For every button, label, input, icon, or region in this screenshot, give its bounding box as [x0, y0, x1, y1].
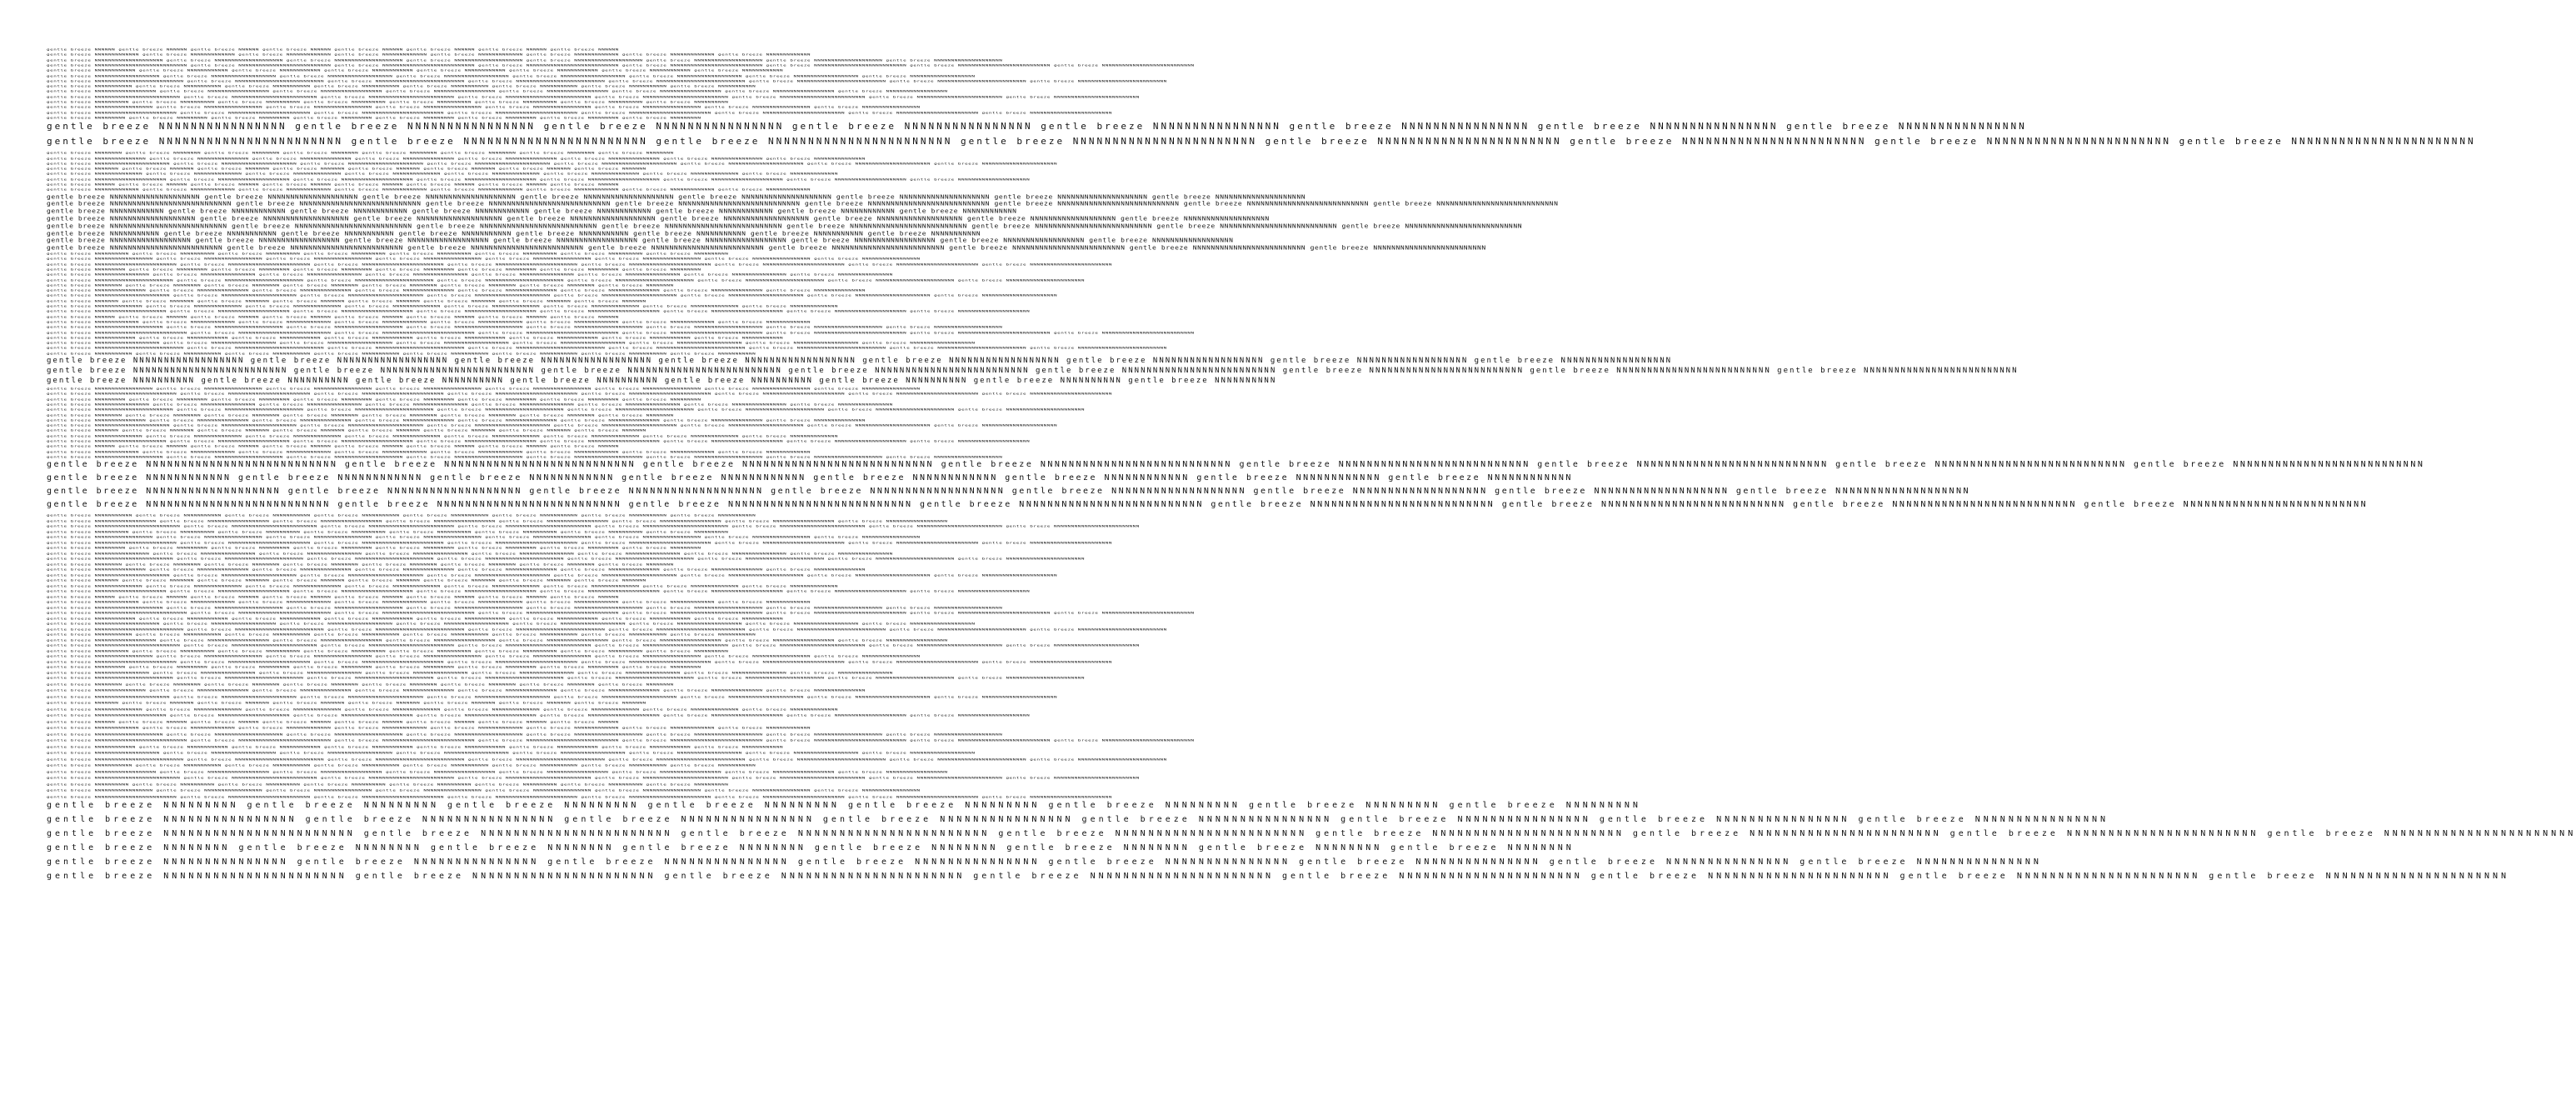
texture-row: gentle breeze NNNNNNNNNNNNNNNNNNNNNNNNNN gentle breeze NNNNNNNNNNNNNNNNNNNNNNNNNN gentle breeze NNNNNNNNNNNNNNNNNNNNNNNNNN gentle breeze NNNNNNNNNNNNNNNNNNNNNNNNNN gentle breeze NNNNNNNNNNNNNNNNNNNNNNNNNN gentle breeze NNNNNNNNNNNNNNNNNNNNNNNNNN gentle breeze NNNNNNNNNNNNNNNNNNNNNNNNNN gentle breeze NNNNNNNNNNNNNNNNNNNNNNNNNN: [47, 500, 2369, 510]
texture-row: gentle breeze NNNNNNNNNNNNNNNNNNNNNNNNN gentle breeze NNNNNNNNNNNNNNNNNNNNNNNNN gentle breeze NNNNNNNNNNNNNNNNNNNNNNNNN gentle breeze NNNNNNNNNNNNNNNNNNNNNNNNN gentle breeze NNNNNNNNNNNNNNNNNNNNNNNNN gentle breeze NNNNNNNNNNNNNNNNNNNNNNNNN gentle breeze NNNNNNNNNNNNNNNNNNNNNNNNN gentle breeze NNNNNNNNNNNNNNNNNNNNNNNNN: [47, 643, 1140, 648]
texture-row: gentle breeze NNNNNNNNNNNNN gentle breeze NNNNNNNNNNNNN gentle breeze NNNNNNNNNNNNN gentle breeze NNNNNNNNNNNNN gentle breeze NNNNNNNNNNNNN gentle breeze NNNNNNNNNNNNN gentle breeze NNNNNNNNNNNNN gentle breeze NNNNNNNNNNNNN: [47, 726, 811, 730]
texture-row: gentle breeze NNNNNNNNNNNNNNNNNNNNNNN gentle breeze NNNNNNNNNNNNNNNNNNNNNNN gentle breeze NNNNNNNNNNNNNNNNNNNNNNN gentle breeze NNNNNNNNNNNNNNNNNNNNNNN gentle breeze NNNNNNNNNNNNNNNNNNNNNNN gentle breeze NNNNNNNNNNNNNNNNNNNNNNN gentle breeze NNNNNNNNNNNNNNNNNNNNNNN gentle breeze NNNNNNNNNNNNNNNNNNNNNNN: [47, 278, 1086, 282]
typographic-poster: [47, 47, 2576, 1047]
texture-row: gentle breeze NNNNNNNNNNNNNNNNNNNNN gentle breeze NNNNNNNNNNNNNNNNNNNNN gentle breeze NNNNNNNNNNNNNNNNNNNNN gentle breeze NNNNNNNNNNNNNNNNNNNNN gentle breeze NNNNNNNNNNNNNNNNNNNNN gentle breeze NNNNNNNNNNNNNNNNNNNNN gentle breeze NNNNNNNNNNNNNNNNNNNNN gentle breeze NNNNNNNNNNNNNNNNNNNNN: [47, 589, 1031, 593]
texture-row: gentle breeze NNNNNNNNNNNNNNNNN gentle breeze NNNNNNNNNNNNNNNNN gentle breeze NNNNNNNNNNNNNNNNN gentle breeze NNNNNNNNNNNNNNNNN gentle breeze NNNNNNNNNNNNNNNNN gentle breeze NNNNNNNNNNNNNNNNN gentle breeze NNNNNNNNNNNNNNNNN gentle breeze NNNNNNNNNNNNNNNNN: [47, 788, 921, 792]
texture-row: gentle breeze NNNNNNN gentle breeze NNNNNNN gentle breeze NNNNNNN gentle breeze NNNNNNN gentle breeze NNNNNNN gentle breeze NNNNNNN gentle breeze NNNNNNN gentle breeze NNNNNNN: [47, 701, 646, 705]
texture-row: gentle breeze NNNNNNN gentle breeze NNNNNNN gentle breeze NNNNNNN gentle breeze NNNNNNN gentle breeze NNNNNNN gentle breeze NNNNNNN gentle breeze NNNNNNN gentle breeze NNNNNNN: [47, 299, 646, 303]
texture-row: gentle breeze NNNNNNNNNNNNNNNNNNNNNNNNNN gentle breeze NNNNNNNNNNNNNNNNNNNNNNNNNN gentle breeze NNNNNNNNNNNNNNNNNNNNNNNNNN gentle breeze NNNNNNNNNNNNNNNNNNNNNNNNNN gentle breeze NNNNNNNNNNNNNNNNNNNNNNNNNN gentle breeze NNNNNNNNNNNNNNNNNNNNNNNNNN gentle breeze NNNNNNNNNNNNNNNNNNNNNNNNNN gentle breeze NNNNNNNNNNNNNNNNNNNNNNNNNN: [47, 628, 1167, 632]
texture-row: gentle breeze NNNNNNNNNNNNNNNNN gentle breeze NNNNNNNNNNNNNNNNN gentle breeze NNNNNNNNNNNNNNNNN gentle breeze NNNNNNNNNNNNNNNNN gentle breeze NNNNNNNNNNNNNNNNN gentle breeze NNNNNNNNNNNNNNNNN gentle breeze NNNNNNNNNNNNNNNNN gentle breeze NNNNNNNNNNNNNNNNN: [47, 105, 921, 109]
texture-row: gentle breeze NNNNNN gentle breeze NNNNNN gentle breeze NNNNNN gentle breeze NNNNNN gentle breeze NNNNNN gentle breeze NNNNNN gentle breeze NNNNNN gentle breeze NNNNNN: [47, 182, 619, 187]
texture-row: gentle breeze NNNNNNNNNNNNNNNNNNN gentle breeze NNNNNNNNNNNNNNNNNNN gentle breeze NNNNNNNNNNNNNNNNNNN gentle breeze NNNNNNNNNNNNNNNNNNN gentle breeze NNNNNNNNNNNNNNNNNNN gentle breeze NNNNNNNNNNNNNNNNNNN gentle breeze NNNNNNNNNNNNNNNNNNN gentle breeze NNNNNNNNNNNNNNNNNNN: [47, 751, 976, 755]
texture-row: gentle breeze NNNNNNNN gentle breeze NNNNNNNN gentle breeze NNNNNNNN gentle breeze NNNNNNNN gentle breeze NNNNNNNN gentle breeze NNNNNNNN gentle breeze NNNNNNNN gentle breeze NNNNNNNN: [47, 843, 1575, 853]
texture-row: gentle breeze NNNNNNNNNNNNNNNNNNNNNNNNNNN gentle breeze NNNNNNNNNNNNNNNNNNNNNNNNNNN gentle breeze NNNNNNNNNNNNNNNNNNNNNNNNNNN gentle breeze NNNNNNNNNNNNNNNNNNNNNNNNNNN gentle breeze NNNNNNNNNNNNNNNNNNNNNNNNNNN gentle breeze NNNNNNNNNNNNNNNNNNNNNNNNNNN gentle breeze NNNNNNNNNNNNNNNNNNNNNNNNNNN gentle breeze NNNNNNNNNNNNNNNNNNNNNNNNNNN: [47, 63, 1195, 68]
texture-row: gentle breeze NNNNNNN gentle breeze NNNNNNN gentle breeze NNNNNNN gentle breeze NNNNNNN gentle breeze NNNNNNN gentle breeze NNNNNNN gentle breeze NNNNNNN gentle breeze NNNNNNN: [47, 167, 646, 171]
texture-row: gentle breeze NNNNNNNNNNNNNNNNNNNNNNNNNNN gentle breeze NNNNNNNNNNNNNNNNNNNNNNNNNNN gentle breeze NNNNNNNNNNNNNNNNNNNNNNNNNNN gentle breeze NNNNNNNNNNNNNNNNNNNNNNNNNNN gentle breeze NNNNNNNNNNNNNNNNNNNNNNNNNNN gentle breeze NNNNNNNNNNNNNNNNNNNNNNNNNNN gentle breeze NNNNNNNNNNNNNNNNNNNNNNNNNNN gentle breeze NNNNNNNNNNNNNNNNNNNNNNNNNNN: [47, 330, 1195, 335]
texture-row: gentle breeze NNNNNNNNNNNNNNNNNNNNNNN gentle breeze NNNNNNNNNNNNNNNNNNNNNNN gentle breeze NNNNNNNNNNNNNNNNNNNNNNN gentle breeze NNNNNNNNNNNNNNNNNNNNNNN gentle breeze NNNNNNNNNNNNNNNNNNNNNNN gentle breeze NNNNNNNNNNNNNNNNNNNNNNN gentle breeze NNNNNNNNNNNNNNNNNNNNNNN gentle breeze NNNNNNNNNNNNNNNNNNNNNNN: [47, 136, 2476, 148]
texture-row: gentle breeze NNNNNNNNNNNNNNNN gentle breeze NNNNNNNNNNNNNNNN gentle breeze NNNNNNNNNNNNNNNN gentle breeze NNNNNNNNNNNNNNNN gentle breeze NNNNNNNNNNNNNNNN gentle breeze NNNNNNNNNNNNNNNN gentle breeze NNNNNNNNNNNNNNNN gentle breeze NNNNNNNNNNNNNNNN: [47, 671, 893, 675]
texture-row: gentle breeze NNNNNNNNNNNNN gentle breeze NNNNNNNNNNNNN gentle breeze NNNNNNNNNNNNN gentle breeze NNNNNNNNNNNNN gentle breeze NNNNNNNNNNNNN gentle breeze NNNNNNNNNNNNN gentle breeze NNNNNNNNNNNNN gentle breeze NNNNNNNNNNNNN: [47, 320, 811, 324]
texture-row: gentle breeze NNNNNNNNNNNNNNNNNNNNNN gentle breeze NNNNNNNNNNNNNNNNNNNNNN gentle breeze NNNNNNNNNNNNNNNNNNNNNN gentle breeze NNNNNNNNNNNNNNNNNNNNNN gentle breeze NNNNNNNNNNNNNNNNNNNNNN gentle breeze NNNNNNNNNNNNNNNNNNNNNN gentle breeze NNNNNNNNNNNNNNNNNNNNNN gentle breeze NNNNNNNNNNNNNNNNNNNNNN: [47, 695, 1058, 699]
texture-row: gentle breeze NNNNNNNNN gentle breeze NNNNNNNNN gentle breeze NNNNNNNNN gentle breeze NNNNNNNNN gentle breeze NNNNNNNNN gentle breeze NNNNNNNNN gentle breeze NNNNNNNNN gentle breeze NNNNNNNNN: [47, 397, 701, 402]
texture-row: gentle breeze NNNNNNNNNNNNNNNNNNNNNNNNNN gentle breeze NNNNNNNNNNNNNNNNNNNNNNNNNN gentle breeze NNNNNNNNNNNNNNNNNNNNNNNNNN gentle breeze NNNNNNNNNNNNNNNNNNNNNNNNNN gentle breeze NNNNNNNNNNNNNNNNNNNNNNNNNN gentle breeze NNNNNNNNNNNNNNNNNNNNNNNNNN gentle breeze NNNNNNNNNNNNNNNNNNNNNNNNNN gentle breeze NNNNNNNNNNNNNNNNNNNNNNNNNN: [47, 222, 1523, 229]
texture-row: gentle breeze NNNNNNNNNNNNNNNNNN gentle breeze NNNNNNNNNNNNNNNNNN gentle breeze NNNNNNNNNNNNNNNNNN gentle breeze NNNNNNNNNNNNNNNNNN gentle breeze NNNNNNNNNNNNNNNNNN gentle breeze NNNNNNNNNNNNNNNNNN gentle breeze NNNNNNNNNNNNNNNNNN gentle breeze NNNNNNNNNNNNNNNNNN: [47, 770, 948, 774]
texture-row: gentle breeze NNNNNNNNNNN gentle breeze NNNNNNNNNNN gentle breeze NNNNNNNNNNN gentle breeze NNNNNNNNNNN gentle breeze NNNNNNNNNNN gentle breeze NNNNNNNNNNN gentle breeze NNNNNNNNNNN gentle breeze NNNNNNNNNNN: [47, 513, 756, 518]
texture-row: gentle breeze NNNNNNNNNNNN gentle breeze NNNNNNNNNNNN gentle breeze NNNNNNNNNNNN gentle breeze NNNNNNNNNNNN gentle breeze NNNNNNNNNNNN gentle breeze NNNNNNNNNNNN gentle breeze NNNNNNNNNNNN gentle breeze NNNNNNNNNNNN: [47, 208, 1017, 215]
texture-row: gentle breeze NNNNNNNNNNNNN gentle breeze NNNNNNNNNNNNN gentle breeze NNNNNNNNNNNNN gentle breeze NNNNNNNNNNNNN gentle breeze NNNNNNNNNNNNN gentle breeze NNNNNNNNNNNNN gentle breeze NNNNNNNNNNNNN gentle breeze NNNNNNNNNNNNN: [47, 449, 811, 454]
texture-row: gentle breeze NNNNNNNNNNNNNNN gentle breeze NNNNNNNNNNNNNNN gentle breeze NNNNNNNNNNNNNNN gentle breeze NNNNNNNNNNNNNNN gentle breeze NNNNNNNNNNNNNNN gentle breeze NNNNNNNNNNNNNNN gentle breeze NNNNNNNNNNNNNNN gentle breeze NNNNNNNNNNNNNNN: [47, 288, 866, 292]
texture-row: gentle breeze NNNNNNNNNNNNNNNNNNNNNNNNN gentle breeze NNNNNNNNNNNNNNNNNNNNNNNNN gentle breeze NNNNNNNNNNNNNNNNNNNNNNNNN gentle breeze NNNNNNNNNNNNNNNNNNNNNNNNN gentle breeze NNNNNNNNNNNNNNNNNNNNNNNNN gentle breeze NNNNNNNNNNNNNNNNNNNNNNNNN gentle breeze NNNNNNNNNNNNNNNNNNNNNNNNN gentle breeze NNNNNNNNNNNNNNNNNNNNNNNNN: [47, 367, 2019, 375]
texture-row: gentle breeze NNNNNNNNNNNNNNNNNNNNNNNN gentle breeze NNNNNNNNNNNNNNNNNNNNNNNN gentle breeze NNNNNNNNNNNNNNNNNNNNNNNN gentle breeze NNNNNNNNNNNNNNNNNNNNNNNN gentle breeze NNNNNNNNNNNNNNNNNNNNNNNN gentle breeze NNNNNNNNNNNNNNNNNNNNNNNN gentle breeze NNNNNNNNNNNNNNNNNNNNNNNN gentle breeze NNNNNNNNNNNNNNNNNNNNNNNN: [47, 541, 1112, 545]
texture-row: gentle breeze NNNNNNNNNNNNNNNNNNNN gentle breeze NNNNNNNNNNNNNNNNNNNN gentle breeze NNNNNNNNNNNNNNNNNNNN gentle breeze NNNNNNNNNNNNNNNNNNNN gentle breeze NNNNNNNNNNNNNNNNNNNN gentle breeze NNNNNNNNNNNNNNNNNNNN gentle breeze NNNNNNNNNNNNNNNNNNNN gentle breeze NNNNNNNNNNNNNNNNNNNN: [47, 58, 1003, 62]
texture-row: gentle breeze NNNNNNNNNNNNNNNNNN gentle breeze NNNNNNNNNNNNNNNNNN gentle breeze NNNNNNNNNNNNNNNNNN gentle breeze NNNNNNNNNNNNNNNNNN gentle breeze NNNNNNNNNNNNNNNNNN gentle breeze NNNNNNNNNNNNNNNNNN gentle breeze NNNNNNNNNNNNNNNNNN gentle breeze NNNNNNNNNNNNNNNNNN: [47, 237, 1234, 244]
texture-row: gentle breeze NNNNNNNNNNNNNNNN gentle breeze NNNNNNNNNNNNNNNN gentle breeze NNNNNNNNNNNNNNNN gentle breeze NNNNNNNNNNNNNNNN gentle breeze NNNNNNNNNNNNNNNN gentle breeze NNNNNNNNNNNNNNNN gentle breeze NNNNNNNNNNNNNNNN gentle breeze NNNNNNNNNNNNNNNN: [47, 121, 2027, 132]
texture-row: gentle breeze NNNNNNNNNN gentle breeze NNNNNNNNNN gentle breeze NNNNNNNNNN gentle breeze NNNNNNNNNN gentle breeze NNNNNNNNNN gentle breeze NNNNNNNNNN gentle breeze NNNNNNNNNN gentle breeze NNNNNNNNNN: [47, 649, 729, 653]
texture-row: gentle breeze NNNNNNNNNNNNNNNNNNN gentle breeze NNNNNNNNNNNNNNNNNNN gentle breeze NNNNNNNNNNNNNNNNNNN gentle breeze NNNNNNNNNNNNNNNNNNN gentle breeze NNNNNNNNNNNNNNNNNNN gentle breeze NNNNNNNNNNNNNNNNNNN gentle breeze NNNNNNNNNNNNNNNNNNN gentle breeze NNNNNNNNNNNNNNNNNNN: [47, 622, 976, 626]
texture-row: gentle breeze NNNNNNNNNNNNNNNNNNNNNNNNNNN gentle breeze NNNNNNNNNNNNNNNNNNNNNNNNNNN gentle breeze NNNNNNNNNNNNNNNNNNNNNNNNNNN gentle breeze NNNNNNNNNNNNNNNNNNNNNNNNNNN gentle breeze NNNNNNNNNNNNNNNNNNNNNNNNNNN gentle breeze NNNNNNNNNNNNNNNNNNNNNNNNNNN gentle breeze NNNNNNNNNNNNNNNNNNNNNNNNNNN gentle breeze NNNNNNNNNNNNNNNNNNNNNNNNNNN: [47, 200, 1559, 208]
texture-row: gentle breeze NNNNNNNNNNNNNNNNN gentle breeze NNNNNNNNNNNNNNNNN gentle breeze NNNNNNNNNNNNNNNNN gentle breeze NNNNNNNNNNNNNNNNN gentle breeze NNNNNNNNNNNNNNNNN gentle breeze NNNNNNNNNNNNNNNNN gentle breeze NNNNNNNNNNNNNNNNN gentle breeze NNNNNNNNNNNNNNNNN: [47, 535, 921, 539]
texture-row: gentle breeze NNNNNNNNNNNN gentle breeze NNNNNNNNNNNN gentle breeze NNNNNNNNNNNN gentle breeze NNNNNNNNNNNN gentle breeze NNNNNNNNNNNN gentle breeze NNNNNNNNNNNN gentle breeze NNNNNNNNNNNN gentle breeze NNNNNNNNNNNN: [47, 745, 784, 749]
texture-row: gentle breeze NNNNNNNNNN gentle breeze NNNNNNNNNN gentle breeze NNNNNNNNNN gentle breeze NNNNNNNNNN gentle breeze NNNNNNNNNN gentle breeze NNNNNNNNNN gentle breeze NNNNNNNNNN gentle breeze NNNNNNNNNN: [47, 530, 729, 534]
texture-row: gentle breeze NNNNNNNN gentle breeze NNNNNNNN gentle breeze NNNNNNNN gentle breeze NNNNNNNN gentle breeze NNNNNNNN gentle breeze NNNNNNNN gentle breeze NNNNNNNN gentle breeze NNNNNNNN: [47, 283, 674, 288]
texture-row: gentle breeze NNNNNNNNNNNNNNNN gentle breeze NNNNNNNNNNNNNNNN gentle breeze NNNNNNNNNNNNNNNN gentle breeze NNNNNNNNNNNNNNNN gentle breeze NNNNNNNNNNNNNNNN gentle breeze NNNNNNNNNNNNNNNN gentle breeze NNNNNNNNNNNNNNNN gentle breeze NNNNNNNNNNNNNNNN: [47, 402, 893, 407]
texture-row: gentle breeze NNNNNNNNNNNNNNNNNN gentle breeze NNNNNNNNNNNNNNNNNN gentle breeze NNNNNNNNNNNNNNNNNN gentle breeze NNNNNNNNNNNNNNNNNN gentle breeze NNNNNNNNNNNNNNNNNN gentle breeze NNNNNNNNNNNNNNNNNN gentle breeze NNNNNNNNNNNNNNNNNN gentle breeze NNNNNNNNNNNNNNNNNN: [47, 357, 1673, 365]
texture-row: gentle breeze NNNNNNNN gentle breeze NNNNNNNN gentle breeze NNNNNNNN gentle breeze NNNNNNNN gentle breeze NNNNNNNN gentle breeze NNNNNNNN gentle breeze NNNNNNNN gentle breeze NNNNNNNN: [47, 151, 674, 155]
texture-row: gentle breeze NNNNNNNNNN gentle breeze NNNNNNNNNN gentle breeze NNNNNNNNNN gentle breeze NNNNNNNNNN gentle breeze NNNNNNNNNN gentle breeze NNNNNNNNNN gentle breeze NNNNNNNNNN gentle breeze NNNNNNNNNN: [47, 377, 1277, 385]
texture-row: gentle breeze NNNNNNNNNNNNNNNNNNNNNNNN gentle breeze NNNNNNNNNNNNNNNNNNNNNNNN gentle breeze NNNNNNNNNNNNNNNNNNNNNNNN gentle breeze NNNNNNNNNNNNNNNNNNNNNNNN gentle breeze NNNNNNNNNNNNNNNNNNNNNNNN gentle breeze NNNNNNNNNNNNNNNNNNNNNNNN gentle breeze NNNNNNNNNNNNNNNNNNNNNNNN gentle breeze NNNNNNNNNNNNNNNNNNNNNNNN: [47, 392, 1112, 396]
texture-row: gentle breeze NNNNNNNNNNNNNNNNNNNNNNNNN gentle breeze NNNNNNNNNNNNNNNNNNNNNNNNN gentle breeze NNNNNNNNNNNNNNNNNNNNNNNNN gentle breeze NNNNNNNNNNNNNNNNNNNNNNNNN gentle breeze NNNNNNNNNNNNNNNNNNNNNNNNN gentle breeze NNNNNNNNNNNNNNNNNNNNNNNNN gentle breeze NNNNNNNNNNNNNNNNNNNNNNNNN gentle breeze NNNNNNNNNNNNNNNNNNNNNNNNN: [47, 524, 1140, 528]
texture-row: gentle breeze NNNNNNNNNNNNNN gentle breeze NNNNNNNNNNNNNN gentle breeze NNNNNNNNNNNNNN gentle breeze NNNNNNNNNNNNNN gentle breeze NNNNNNNNNNNNNN gentle breeze NNNNNNNNNNNNNN gentle breeze NNNNNNNNNNNNNN gentle breeze NNNNNNNNNNNNNN: [47, 584, 838, 588]
texture-row: gentle breeze NNNNNN gentle breeze NNNNNN gentle breeze NNNNNN gentle breeze NNNNNN gentle breeze NNNNNN gentle breeze NNNNNN gentle breeze NNNNNN gentle breeze NNNNNN: [47, 595, 619, 599]
texture-row: gentle breeze NNNNNNNNNNNNNNNNNNNNN gentle breeze NNNNNNNNNNNNNNNNNNNNN gentle breeze NNNNNNNNNNNNNNNNNNNNN gentle breeze NNNNNNNNNNNNNNNNNNNNN gentle breeze NNNNNNNNNNNNNNNNNNNNN gentle breeze NNNNNNNNNNNNNNNNNNNNN gentle breeze NNNNNNNNNNNNNNNNNNNNN gentle breeze NNNNNNNNNNNNNNNNNNNNN: [47, 309, 1031, 313]
texture-row: gentle breeze NNNNNNNNNNNNNNNNNNNNNNNNN gentle breeze NNNNNNNNNNNNNNNNNNNNNNNNN gentle breeze NNNNNNNNNNNNNNNNNNNNNNNNN gentle breeze NNNNNNNNNNNNNNNNNNNNNNNNN gentle breeze NNNNNNNNNNNNNNNNNNNNNNNNN gentle breeze NNNNNNNNNNNNNNNNNNNNNNNNN gentle breeze NNNNNNNNNNNNNNNNNNNNNNNNN gentle breeze NNNNNNNNNNNNNNNNNNNNNNNNN: [47, 776, 1140, 780]
texture-row: gentle breeze NNNNNNNNNNNNNNNNN gentle breeze NNNNNNNNNNNNNNNNN gentle breeze NNNNNNNNNNNNNNNNN gentle breeze NNNNNNNNNNNNNNNNN gentle breeze NNNNNNNNNNNNNNNNN gentle breeze NNNNNNNNNNNNNNNNN gentle breeze NNNNNNNNNNNNNNNNN gentle breeze NNNNNNNNNNNNNNNNN: [47, 654, 921, 658]
texture-row: gentle breeze NNNNNNNNNNNNN gentle breeze NNNNNNNNNNNNN gentle breeze NNNNNNNNNNNNN gentle breeze NNNNNNNNNNNNN gentle breeze NNNNNNNNNNNNN gentle breeze NNNNNNNNNNNNN gentle breeze NNNNNNNNNNNNN gentle breeze NNNNNNNNNNNNN: [47, 188, 811, 192]
texture-row: gentle breeze NNNNNNNNNNNNNNNNNNNNN gentle breeze NNNNNNNNNNNNNNNNNNNNN gentle breeze NNNNNNNNNNNNNNNNNNNNN gentle breeze NNNNNNNNNNNNNNNNNNNNN gentle breeze NNNNNNNNNNNNNNNNNNNNN gentle breeze NNNNNNNNNNNNNNNNNNNNN gentle breeze NNNNNNNNNNNNNNNNNNNNN gentle breeze NNNNNNNNNNNNNNNNNNNNN: [47, 178, 1031, 182]
texture-row: gentle breeze NNNNNNNNNNNNNN gentle breeze NNNNNNNNNNNNNN gentle breeze NNNNNNNNNNNNNN gentle breeze NNNNNNNNNNNNNN gentle breeze NNNNNNNNNNNNNN gentle breeze NNNNNNNNNNNNNN gentle breeze NNNNNNNNNNNNNN gentle breeze NNNNNNNNNNNNNN: [47, 304, 838, 308]
texture-row: gentle breeze NNNNNNNNN gentle breeze NNNNNNNNN gentle breeze NNNNNNNNN gentle breeze NNNNNNNNN gentle breeze NNNNNNNNN gentle breeze NNNNNNNNN gentle breeze NNNNNNNNN gentle breeze NNNNNNNNN: [47, 116, 701, 120]
texture-row: gentle breeze NNNNNNNNNNNNNNN gentle breeze NNNNNNNNNNNNNNN gentle breeze NNNNNNNNNNNNNNN gentle breeze NNNNNNNNNNNNNNN gentle breeze NNNNNNNNNNNNNNN gentle breeze NNNNNNNNNNNNNNN gentle breeze NNNNNNNNNNNNNNN gentle breeze NNNNNNNNNNNNNNN: [47, 418, 866, 422]
texture-row: gentle breeze NNNNNNNNNNNNNNNNNNNNNNN gentle breeze NNNNNNNNNNNNNNNNNNNNNNN gentle breeze NNNNNNNNNNNNNNNNNNNNNNN gentle breeze NNNNNNNNNNNNNNNNNNNNNNN gentle breeze NNNNNNNNNNNNNNNNNNNNNNN gentle breeze NNNNNNNNNNNNNNNNNNNNNNN gentle breeze NNNNNNNNNNNNNNNNNNNNNNN gentle breeze NNNNNNNNNNNNNNNNNNNNNNN: [47, 676, 1086, 680]
texture-row: gentle breeze NNNNNNNNNNNNNNNNNNNNNNNN gentle breeze NNNNNNNNNNNNNNNNNNNNNNNN gentle breeze NNNNNNNNNNNNNNNNNNNNNNNN gentle breeze NNNNNNNNNNNNNNNNNNNNNNNN gentle breeze NNNNNNNNNNNNNNNNNNNNNNNN gentle breeze NNNNNNNNNNNNNNNNNNNNNNNN gentle breeze NNNNNNNNNNNNNNNNNNNNNNNN gentle breeze NNNNNNNNNNNNNNNNNNNNNNNN: [47, 660, 1112, 664]
texture-row: gentle breeze NNNNNNNNNNN gentle breeze NNNNNNNNNNN gentle breeze NNNNNNNNNNN gentle breeze NNNNNNNNNNN gentle breeze NNNNNNNNNNN gentle breeze NNNNNNNNNNN gentle breeze NNNNNNNNNNN gentle breeze NNNNNNNNNNN: [47, 632, 756, 637]
texture-row: gentle breeze NNNNNNNNNNNNNNNNNN gentle breeze NNNNNNNNNNNNNNNNNN gentle breeze NNNNNNNNNNNNNNNNNN gentle breeze NNNNNNNNNNNNNNNNNN gentle breeze NNNNNNNNNNNNNNNNNN gentle breeze NNNNNNNNNNNNNNNNNN gentle breeze NNNNNNNNNNNNNNNNNN gentle breeze NNNNNNNNNNNNNNNNNN: [47, 638, 948, 642]
texture-row: gentle breeze NNNNNNNNNN gentle breeze NNNNNNNNNN gentle breeze NNNNNNNNNN gentle breeze NNNNNNNNNN gentle breeze NNNNNNNNNN gentle breeze NNNNNNNNNN gentle breeze NNNNNNNNNN gentle breeze NNNNNNNNNN: [47, 100, 729, 104]
texture-row: gentle breeze NNNNNNNNNNNNNNNNNNN gentle breeze NNNNNNNNNNNNNNNNNNN gentle breeze NNNNNNNNNNNNNNNNNNN gentle breeze NNNNNNNNNNNNNNNNNNN gentle breeze NNNNNNNNNNNNNNNNNNN gentle breeze NNNNNNNNNNNNNNNNNNN gentle breeze NNNNNNNNNNNNNNNNNNN gentle breeze NNNNNNNNNNNNNNNNNNN: [47, 341, 976, 345]
texture-row: gentle breeze NNNNNNNNNNNNNNNNNNNNNNNNNN gentle breeze NNNNNNNNNNNNNNNNNNNNNNNNNN gentle breeze NNNNNNNNNNNNNNNNNNNNNNNNNN gentle breeze NNNNNNNNNNNNNNNNNNNNNNNNNN gentle breeze NNNNNNNNNNNNNNNNNNNNNNNNNN gentle breeze NNNNNNNNNNNNNNNNNNNNNNNNNN gentle breeze NNNNNNNNNNNNNNNNNNNNNNNNNN gentle breeze NNNNNNNNNNNNNNNNNNNNNNNNNN: [47, 758, 1167, 762]
texture-row: gentle breeze NNNNNNNNNNNNNNNNN gentle breeze NNNNNNNNNNNNNNNNN gentle breeze NNNNNNNNNNNNNNNNN gentle breeze NNNNNNNNNNNNNNNNN gentle breeze NNNNNNNNNNNNNNNNN gentle breeze NNNNNNNNNNNNNNNNN gentle breeze NNNNNNNNNNNNNNNNN gentle breeze NNNNNNNNNNNNNNNNN: [47, 257, 921, 261]
texture-row: gentle breeze NNNNNNNNN gentle breeze NNNNNNNNN gentle breeze NNNNNNNNN gentle breeze NNNNNNNNN gentle breeze NNNNNNNNN gentle breeze NNNNNNNNN gentle breeze NNNNNNNNN gentle breeze NNNNNNNNN: [47, 665, 701, 669]
texture-row: gentle breeze NNNNNNNNNNN gentle breeze NNNNNNNNNNN gentle breeze NNNNNNNNNNN gentle breeze NNNNNNNNNNN gentle breeze NNNNNNNNNNN gentle breeze NNNNNNNNNNN gentle breeze NNNNNNNNNNN gentle breeze NNNNNNNNNNN: [47, 229, 981, 237]
texture-row: gentle breeze NNNNNNNNNNNNNNN gentle breeze NNNNNNNNNNNNNNN gentle breeze NNNNNNNNNNNNNNN gentle breeze NNNNNNNNNNNNNNN gentle breeze NNNNNNNNNNNNNNN gentle breeze NNNNNNNNNNNNNNN gentle breeze NNNNNNNNNNNNNNN gentle breeze NNNNNNNNNNNNNNN: [47, 688, 866, 692]
texture-row: gentle breeze NNNNNNNNNNNNNNNNNNNNNN gentle breeze NNNNNNNNNNNNNNNNNNNNNN gentle breeze NNNNNNNNNNNNNNNNNNNNNN gentle breeze NNNNNNNNNNNNNNNNNNNNNN gentle breeze NNNNNNNNNNNNNNNNNNNNNN gentle breeze NNNNNNNNNNNNNNNNNNNNNN gentle breeze NNNNNNNNNNNNNNNNNNNNNN gentle breeze NNNNNNNNNNNNNNNNNNNNNN: [47, 423, 1058, 428]
texture-row: gentle breeze NNNNNNNNNNNNNN gentle breeze NNNNNNNNNNNNNN gentle breeze NNNNNNNNNNNNNN gentle breeze NNNNNNNNNNNNNN gentle breeze NNNNNNNNNNNNNN gentle breeze NNNNNNNNNNNNNN gentle breeze NNNNNNNNNNNNNN gentle breeze NNNNNNNNNNNNNN: [47, 708, 838, 712]
texture-row: gentle breeze NNNNNNNNNNNNNNNNNNNNNNN gentle breeze NNNNNNNNNNNNNNNNNNNNNNN gentle breeze NNNNNNNNNNNNNNNNNNNNNNN gentle breeze NNNNNNNNNNNNNNNNNNNNNNN gentle breeze NNNNNNNNNNNNNNNNNNNNNNN gentle breeze NNNNNNNNNNNNNNNNNNNNNNN gentle breeze NNNNNNNNNNNNNNNNNNNNNNN gentle breeze NNNNNNNNNNNNNNNNNNNNNNN: [47, 557, 1086, 561]
texture-row: gentle breeze NNNNNNNNNNNNNNN gentle breeze NNNNNNNNNNNNNNN gentle breeze NNNNNNNNNNNNNNN gentle breeze NNNNNNNNNNNNNNN gentle breeze NNNNNNNNNNNNNNN gentle breeze NNNNNNNNNNNNNNN gentle breeze NNNNNNNNNNNNNNN gentle breeze NNNNNNNNNNNNNNN: [47, 156, 866, 161]
texture-row: gentle breeze NNNNNNNN gentle breeze NNNNNNNN gentle breeze NNNNNNNN gentle breeze NNNNNNNN gentle breeze NNNNNNNN gentle breeze NNNNNNNN gentle breeze NNNNNNNN gentle breeze NNNNNNNN: [47, 562, 674, 567]
texture-row: gentle breeze NNNNNNNNNNNNNNNN gentle breeze NNNNNNNNNNNNNNNN gentle breeze NNNNNNNNNNNNNNNN gentle breeze NNNNNNNNNNNNNNNN gentle breeze NNNNNNNNNNNNNNNN gentle breeze NNNNNNNNNNNNNNNN gentle breeze NNNNNNNNNNNNNNNN gentle breeze NNNNNNNNNNNNNNNN: [47, 272, 893, 277]
texture-row: gentle breeze NNNNNN gentle breeze NNNNNN gentle breeze NNNNNN gentle breeze NNNNNN gentle breeze NNNNNN gentle breeze NNNNNN gentle breeze NNNNNN gentle breeze NNNNNN: [47, 720, 619, 724]
texture-row: gentle breeze NNNNNNNNNNNNNNNNNNN gentle breeze NNNNNNNNNNNNNNNNNNN gentle breeze NNNNNNNNNNNNNNNNNNN gentle breeze NNNNNNNNNNNNNNNNNNN gentle breeze NNNNNNNNNNNNNNNNNNN gentle breeze NNNNNNNNNNNNNNNNNNN gentle breeze NNNNNNNNNNNNNNNNNNN gentle breeze NNNNNNNNNNNNNNNNNNN: [47, 215, 1270, 222]
texture-row: gentle breeze NNNNNNNNNNNNNNNNNNNNN gentle breeze NNNNNNNNNNNNNNNNNNNNN gentle breeze NNNNNNNNNNNNNNNNNNNNN gentle breeze NNNNNNNNNNNNNNNNNNNNN gentle breeze NNNNNNNNNNNNNNNNNNNNN gentle breeze NNNNNNNNNNNNNNNNNNNNN gentle breeze NNNNNNNNNNNNNNNNNNNNN gentle breeze NNNNNNNNNNNNNNNNNNNNN: [47, 713, 1031, 718]
texture-row: gentle breeze NNNNNNNNNNNNNNN gentle breeze NNNNNNNNNNNNNNN gentle breeze NNNNNNNNNNNNNNN gentle breeze NNNNNNNNNNNNNNN gentle breeze NNNNNNNNNNNNNNN gentle breeze NNNNNNNNNNNNNNN gentle breeze NNNNNNNNNNNNNNN gentle breeze NNNNNNNNNNNNNNN: [47, 858, 2042, 868]
texture-row: gentle breeze NNNNNNNN gentle breeze NNNNNNNN gentle breeze NNNNNNNN gentle breeze NNNNNNNN gentle breeze NNNNNNNN gentle breeze NNNNNNNN gentle breeze NNNNNNNN gentle breeze NNNNNNNN: [47, 412, 674, 418]
texture-row: gentle breeze NNNNNNNNNNN gentle breeze NNNNNNNNNNN gentle breeze NNNNNNNNNNN gentle breeze NNNNNNNNNNN gentle breeze NNNNNNNNNNN gentle breeze NNNNNNNNNNN gentle breeze NNNNNNNNNNN gentle breeze NNNNNNNNNNN: [47, 84, 756, 88]
texture-row: gentle breeze NNNNNNNNNNNNNNNNNNNNNN gentle breeze NNNNNNNNNNNNNNNNNNNNNN gentle breeze NNNNNNNNNNNNNNNNNNNNNN gentle breeze NNNNNNNNNNNNNNNNNNNNNN gentle breeze NNNNNNNNNNNNNNNNNNNNNN gentle breeze NNNNNNNNNNNNNNNNNNNNNN gentle breeze NNNNNNNNNNNNNNNNNNNNNN gentle breeze NNNNNNNNNNNNNNNNNNNNNN: [47, 293, 1058, 298]
texture-row: gentle breeze NNNNNNNNNNNNNNNNNNNN gentle breeze NNNNNNNNNNNNNNNNNNNN gentle breeze NNNNNNNNNNNNNNNNNNNN gentle breeze NNNNNNNNNNNNNNNNNNNN gentle breeze NNNNNNNNNNNNNNNNNNNN gentle breeze NNNNNNNNNNNNNNNNNNNN gentle breeze NNNNNNNNNNNNNNNNNNNN gentle breeze NNNNNNNNNNNNNNNNNNNN: [47, 192, 1306, 200]
texture-row: gentle breeze NNNNNNNNNNNNNNNNNNNNNN gentle breeze NNNNNNNNNNNNNNNNNNNNNN gentle breeze NNNNNNNNNNNNNNNNNNNNNN gentle breeze NNNNNNNNNNNNNNNNNNNNNN gentle breeze NNNNNNNNNNNNNNNNNNNNNN gentle breeze NNNNNNNNNNNNNNNNNNNNNN gentle breeze NNNNNNNNNNNNNNNNNNNNNN gentle breeze NNNNNNNNNNNNNNNNNNNNNN: [47, 573, 1058, 578]
texture-row: gentle breeze NNNNNNNNNNNNNNNNNNNNN gentle breeze NNNNNNNNNNNNNNNNNNNNN gentle breeze NNNNNNNNNNNNNNNNNNNNN gentle breeze NNNNNNNNNNNNNNNNNNNNN gentle breeze NNNNNNNNNNNNNNNNNNNNN gentle breeze NNNNNNNNNNNNNNNNNNNNN gentle breeze NNNNNNNNNNNNNNNNNNNNN gentle breeze NNNNNNNNNNNNNNNNNNNNN: [47, 439, 1031, 443]
texture-row: gentle breeze NNNNNNNNNNNNNNNNNNNNNNNNNN gentle breeze NNNNNNNNNNNNNNNNNNNNNNNNNN gentle breeze NNNNNNNNNNNNNNNNNNNNNNNNNN gentle breeze NNNNNNNNNNNNNNNNNNNNNNNNNN gentle breeze NNNNNNNNNNNNNNNNNNNNNNNNNN gentle breeze NNNNNNNNNNNNNNNNNNNNNNNNNN gentle breeze NNNNNNNNNNNNNNNNNNNNNNNNNN gentle breeze NNNNNNNNNNNNNNNNNNNNNNNNNN: [47, 79, 1167, 83]
texture-row: gentle breeze NNNNNNNNNNNNNNNNNNN gentle breeze NNNNNNNNNNNNNNNNNNN gentle breeze NNNNNNNNNNNNNNNNNNN gentle breeze NNNNNNNNNNNNNNNNNNN gentle breeze NNNNNNNNNNNNNNNNNNN gentle breeze NNNNNNNNNNNNNNNNNNN gentle breeze NNNNNNNNNNNNNNNNNNN gentle breeze NNNNNNNNNNNNNNNNNNN: [47, 487, 1971, 497]
texture-row: gentle breeze NNNNNNNNNNNNNNNNNNNNNNN gentle breeze NNNNNNNNNNNNNNNNNNNNNNN gentle breeze NNNNNNNNNNNNNNNNNNNNNNN gentle breeze NNNNNNNNNNNNNNNNNNNNNNN gentle breeze NNNNNNNNNNNNNNNNNNNNNNN gentle breeze NNNNNNNNNNNNNNNNNNNNNNN gentle breeze NNNNNNNNNNNNNNNNNNNNNNN gentle breeze NNNNNNNNNNNNNNNNNNNNNNN: [47, 408, 1086, 412]
texture-row: gentle breeze NNNNNNNNNNNN gentle breeze NNNNNNNNNNNN gentle breeze NNNNNNNNNNNN gentle breeze NNNNNNNNNNNN gentle breeze NNNNNNNNNNNN gentle breeze NNNNNNNNNNNN gentle breeze NNNNNNNNNNNN gentle breeze NNNNNNNNNNNN: [47, 336, 784, 340]
texture-row: gentle breeze NNNNNNNNNNNN gentle breeze NNNNNNNNNNNN gentle breeze NNNNNNNNNNNN gentle breeze NNNNNNNNNNNN gentle breeze NNNNNNNNNNNN gentle breeze NNNNNNNNNNNN gentle breeze NNNNNNNNNNNN gentle breeze NNNNNNNNNNNN: [47, 473, 1573, 483]
texture-row: gentle breeze NNNNNNNNN gentle breeze NNNNNNNNN gentle breeze NNNNNNNNN gentle breeze NNNNNNNNN gentle breeze NNNNNNNNN gentle breeze NNNNNNNNN gentle breeze NNNNNNNNN gentle breeze NNNNNNNNN: [47, 268, 701, 272]
texture-row: gentle breeze NNNNNNNNNNNNNNNNNNNN gentle breeze NNNNNNNNNNNNNNNNNNNN gentle breeze NNNNNNNNNNNNNNNNNNNN gentle breeze NNNNNNNNNNNNNNNNNNNN gentle breeze NNNNNNNNNNNNNNNNNNNN gentle breeze NNNNNNNNNNNNNNNNNNNN gentle breeze NNNNNNNNNNNNNNNNNNNN gentle breeze NNNNNNNNNNNNNNNNNNNN: [47, 732, 1003, 737]
texture-row: gentle breeze NNNNNNNNNNNNNNNNNNNNNNN gentle breeze NNNNNNNNNNNNNNNNNNNNNNN gentle breeze NNNNNNNNNNNNNNNNNNNNNNN gentle breeze NNNNNNNNNNNNNNNNNNNNNNN gentle breeze NNNNNNNNNNNNNNNNNNNNNNN gentle breeze NNNNNNNNNNNNNNNNNNNNNNN gentle breeze NNNNNNNNNNNNNNNNNNNNNNN gentle breeze NNNNNNNNNNNNNNNNNNNNNNN: [47, 829, 2576, 839]
texture-row: gentle breeze NNNNNNNNNNNNNNNNNNNNNNNN gentle breeze NNNNNNNNNNNNNNNNNNNNNNNN gentle breeze NNNNNNNNNNNNNNNNNNNNNNNN gentle breeze NNNNNNNNNNNNNNNNNNNNNNNN gentle breeze NNNNNNNNNNNNNNNNNNNNNNNN gentle breeze NNNNNNNNNNNNNNNNNNNNNNNN gentle breeze NNNNNNNNNNNNNNNNNNNNNNNN gentle breeze NNNNNNNNNNNNNNNNNNNNNNNN: [47, 110, 1112, 115]
texture-row: gentle breeze NNNNNNNNNNNNNNNNNNNNNNNNN gentle breeze NNNNNNNNNNNNNNNNNNNNNNNNN gentle breeze NNNNNNNNNNNNNNNNNNNNNNNNN gentle breeze NNNNNNNNNNNNNNNNNNNNNNNNN gentle breeze NNNNNNNNNNNNNNNNNNNNNNNNN gentle breeze NNNNNNNNNNNNNNNNNNNNNNNNN gentle breeze NNNNNNNNNNNNNNNNNNNNNNNNN gentle breeze NNNNNNNNNNNNNNNNNNNNNNNNN: [47, 95, 1140, 99]
texture-row: gentle breeze NNNNNNNNNNNNNNNNNNNN gentle breeze NNNNNNNNNNNNNNNNNNNN gentle breeze NNNNNNNNNNNNNNNNNNNN gentle breeze NNNNNNNNNNNNNNNNNNNN gentle breeze NNNNNNNNNNNNNNNNNNNN gentle breeze NNNNNNNNNNNNNNNNNNNN gentle breeze NNNNNNNNNNNNNNNNNNNN gentle breeze NNNNNNNNNNNNNNNNNNNN: [47, 455, 1003, 459]
texture-row: gentle breeze NNNNNNNNNNNN gentle breeze NNNNNNNNNNNN gentle breeze NNNNNNNNNNNN gentle breeze NNNNNNNNNNNN gentle breeze NNNNNNNNNNNN gentle breeze NNNNNNNNNNNN gentle breeze NNNNNNNNNNNN gentle breeze NNNNNNNNNNNN: [47, 68, 784, 72]
texture-row: gentle breeze NNNNNNNNNN gentle breeze NNNNNNNNNN gentle breeze NNNNNNNNNN gentle breeze NNNNNNNNNN gentle breeze NNNNNNNNNN gentle breeze NNNNNNNNNN gentle breeze NNNNNNNNNN gentle breeze NNNNNNNNNN: [47, 252, 729, 256]
texture-row: gentle breeze NNNNNNNNNNNNNNNNNNNNNNNNNNN gentle breeze NNNNNNNNNNNNNNNNNNNNNNNNNNN gentle breeze NNNNNNNNNNNNNNNNNNNNNNNNNNN gentle breeze NNNNNNNNNNNNNNNNNNNNNNNNNNN gentle breeze NNNNNNNNNNNNNNNNNNNNNNNNNNN gentle breeze NNNNNNNNNNNNNNNNNNNNNNNNNNN gentle breeze NNNNNNNNNNNNNNNNNNNNNNNNNNN gentle breeze NNNNNNNNNNNNNNNNNNNNNNNNNNN: [47, 611, 1195, 615]
texture-row: gentle breeze NNNNNNNNNNNNNNNN gentle breeze NNNNNNNNNNNNNNNN gentle breeze NNNNNNNNNNNNNNNN gentle breeze NNNNNNNNNNNNNNNN gentle breeze NNNNNNNNNNNNNNNN gentle breeze NNNNNNNNNNNNNNNN gentle breeze NNNNNNNNNNNNNNNN gentle breeze NNNNNNNNNNNNNNNN: [47, 552, 893, 556]
texture-row: gentle breeze NNNNNNNNNNNNNNNNNNNNNNNN gentle breeze NNNNNNNNNNNNNNNNNNNNNNNN gentle breeze NNNNNNNNNNNNNNNNNNNNNNNN gentle breeze NNNNNNNNNNNNNNNNNNNNNNNN gentle breeze NNNNNNNNNNNNNNNNNNNNNNNN gentle breeze NNNNNNNNNNNNNNNNNNNNNNNN gentle breeze NNNNNNNNNNNNNNNNNNNNNNNN gentle breeze NNNNNNNNNNNNNNNNNNNNNNNN: [47, 262, 1112, 267]
texture-row: gentle breeze NNNNNNN gentle breeze NNNNNNN gentle breeze NNNNNNN gentle breeze NNNNNNN gentle breeze NNNNNNN gentle breeze NNNNNNN gentle breeze NNNNNNN gentle breeze NNNNNNN: [47, 578, 646, 582]
texture-row: gentle breeze NNNNNNNNNNNNNNNNNNNNNNNN gentle breeze NNNNNNNNNNNNNNNNNNNNNNNN gentle breeze NNNNNNNNNNNNNNNNNNNNNNNN gentle breeze NNNNNNNNNNNNNNNNNNNNNNNN gentle breeze NNNNNNNNNNNNNNNNNNNNNNNN gentle breeze NNNNNNNNNNNNNNNNNNNNNNNN gentle breeze NNNNNNNNNNNNNNNNNNNNNNNN gentle breeze NNNNNNNNNNNNNNNNNNNNNNNN: [47, 795, 1112, 799]
texture-row: gentle breeze NNNNNNNNNNNNNNNNNNNN gentle breeze NNNNNNNNNNNNNNNNNNNN gentle breeze NNNNNNNNNNNNNNNNNNNN gentle breeze NNNNNNNNNNNNNNNNNNNN gentle breeze NNNNNNNNNNNNNNNNNNNN gentle breeze NNNNNNNNNNNNNNNNNNNN gentle breeze NNNNNNNNNNNNNNNNNNNN gentle breeze NNNNNNNNNNNNNNNNNNNN: [47, 606, 1003, 610]
texture-row: gentle breeze NNNNNNNNNNNN gentle breeze NNNNNNNNNNNN gentle breeze NNNNNNNNNNNN gentle breeze NNNNNNNNNNNN gentle breeze NNNNNNNNNNNN gentle breeze NNNNNNNNNNNN gentle breeze NNNNNNNNNNNN gentle breeze NNNNNNNNNNNN: [47, 617, 784, 621]
texture-row: gentle breeze NNNNNNNNN gentle breeze NNNNNNNNN gentle breeze NNNNNNNNN gentle breeze NNNNNNNNN gentle breeze NNNNNNNNN gentle breeze NNNNNNNNN gentle breeze NNNNNNNNN gentle breeze NNNNNNNNN: [47, 546, 701, 550]
texture-row: gentle breeze NNNNNNNNNNNNNNNNNNNN gentle breeze NNNNNNNNNNNNNNNNNNNN gentle breeze NNNNNNNNNNNNNNNNNNNN gentle breeze NNNNNNNNNNNNNNNNNNNN gentle breeze NNNNNNNNNNNNNNNNNNNN gentle breeze NNNNNNNNNNNNNNNNNNNN gentle breeze NNNNNNNNNNNNNNNNNNNN gentle breeze NNNNNNNNNNNNNNNNNNNN: [47, 325, 1003, 329]
texture-row: gentle breeze NNNNNNNNNNNNNNNNNNNNNNNNNNN gentle breeze NNNNNNNNNNNNNNNNNNNNNNNNNNN gentle breeze NNNNNNNNNNNNNNNNNNNNNNNNNNN gentle breeze NNNNNNNNNNNNNNNNNNNNNNNNNNN gentle breeze NNNNNNNNNNNNNNNNNNNNNNNNNNN gentle breeze NNNNNNNNNNNNNNNNNNNNNNNNNNN gentle breeze NNNNNNNNNNNNNNNNNNNNNNNNNNN gentle breeze NNNNNNNNNNNNNNNNNNNNNNNNNNN: [47, 460, 2425, 470]
texture-row: gentle breeze NNNNNNNNNNNNNNNNNNNNNNNNNN gentle breeze NNNNNNNNNNNNNNNNNNNNNNNNNN gentle breeze NNNNNNNNNNNNNNNNNNNNNNNNNN gentle breeze NNNNNNNNNNNNNNNNNNNNNNNNNN gentle breeze NNNNNNNNNNNNNNNNNNNNNNNNNN gentle breeze NNNNNNNNNNNNNNNNNNNNNNNNNN gentle breeze NNNNNNNNNNNNNNNNNNNNNNNNNN gentle breeze NNNNNNNNNNNNNNNNNNNNNNNNNN: [47, 346, 1167, 350]
texture-row: gentle breeze NNNNNNNNNNN gentle breeze NNNNNNNNNNN gentle breeze NNNNNNNNNNN gentle breeze NNNNNNNNNNN gentle breeze NNNNNNNNNNN gentle breeze NNNNNNNNNNN gentle breeze NNNNNNNNNNN gentle breeze NNNNNNNNNNN: [47, 352, 756, 356]
texture-row: gentle breeze NNNNNNNNNNNNNNNNNN gentle breeze NNNNNNNNNNNNNNNNNN gentle breeze NNNNNNNNNNNNNNNNNN gentle breeze NNNNNNNNNNNNNNNNNN gentle breeze NNNNNNNNNNNNNNNNNN gentle breeze NNNNNNNNNNNNNNNNNN gentle breeze NNNNNNNNNNNNNNNNNN gentle breeze NNNNNNNNNNNNNNNNNN: [47, 519, 948, 523]
texture-row: gentle breeze NNNNNNNNNNNNNNNN gentle breeze NNNNNNNNNNNNNNNN gentle breeze NNNNNNNNNNNNNNNN gentle breeze NNNNNNNNNNNNNNNN gentle breeze NNNNNNNNNNNNNNNN gentle breeze NNNNNNNNNNNNNNNN gentle breeze NNNNNNNNNNNNNNNN gentle breeze NNNNNNNNNNNNNNNN: [47, 815, 2109, 825]
texture-row: gentle breeze NNNNNNNNNNN gentle breeze NNNNNNNNNNN gentle breeze NNNNNNNNNNN gentle breeze NNNNNNNNNNN gentle breeze NNNNNNNNNNN gentle breeze NNNNNNNNNNN gentle breeze NNNNNNNNNNN gentle breeze NNNNNNNNNNN: [47, 763, 756, 768]
texture-row: gentle breeze NNNNNNNNN gentle breeze NNNNNNNNN gentle breeze NNNNNNNNN gentle breeze NNNNNNNNN gentle breeze NNNNNNNNN gentle breeze NNNNNNNNN gentle breeze NNNNNNNNN gentle breeze NNNNNNNNN: [47, 801, 1641, 811]
texture-row: gentle breeze NNNNNNNNNNNNNNNNNNNNNNNNN gentle breeze NNNNNNNNNNNNNNNNNNNNNNNNN gentle breeze NNNNNNNNNNNNNNNNNNNNNNNNN gentle breeze NNNNNNNNNNNNNNNNNNNNNNNNN gentle breeze NNNNNNNNNNNNNNNNNNNNNNNNN gentle breeze NNNNNNNNNNNNNNNNNNNNNNNNN gentle breeze NNNNNNNNNNNNNNNNNNNNNNNNN gentle breeze NNNNNNNNNNNNNNNNNNNNNNNNN: [47, 244, 1486, 252]
texture-row: gentle breeze NNNNNNNNNNNNNNNNNNNNNN gentle breeze NNNNNNNNNNNNNNNNNNNNNN gentle breeze NNNNNNNNNNNNNNNNNNNNNN gentle breeze NNNNNNNNNNNNNNNNNNNNNN gentle breeze NNNNNNNNNNNNNNNNNNNNNN gentle breeze NNNNNNNNNNNNNNNNNNNNNN gentle breeze NNNNNNNNNNNNNNNNNNNNNN gentle breeze NNNNNNNNNNNNNNNNNNNNNN: [47, 872, 2510, 882]
texture-row: gentle breeze NNNNNNN gentle breeze NNNNNNN gentle breeze NNNNNNN gentle breeze NNNNNNN gentle breeze NNNNNNN gentle breeze NNNNNNN gentle breeze NNNNNNN gentle breeze NNNNNNN: [47, 428, 646, 432]
texture-row: gentle breeze NNNNNNNNNNNNNNNNN gentle breeze NNNNNNNNNNNNNNNNN gentle breeze NNNNNNNNNNNNNNNNN gentle breeze NNNNNNNNNNNNNNNNN gentle breeze NNNNNNNNNNNNNNNNN gentle breeze NNNNNNNNNNNNNNNNN gentle breeze NNNNNNNNNNNNNNNNN gentle breeze NNNNNNNNNNNNNNNNN: [47, 387, 921, 391]
texture-row: gentle breeze NNNNNN gentle breeze NNNNNN gentle breeze NNNNNN gentle breeze NNNNNN gentle breeze NNNNNN gentle breeze NNNNNN gentle breeze NNNNNN gentle breeze NNNNNN: [47, 444, 619, 448]
texture-row: gentle breeze NNNNNNNN gentle breeze NNNNNNNN gentle breeze NNNNNNNN gentle breeze NNNNNNNN gentle breeze NNNNNNNN gentle breeze NNNNNNNN gentle breeze NNNNNNNN gentle breeze NNNNNNNN: [47, 682, 674, 687]
texture-row: gentle breeze NNNNNNNNNNNNNNNNNNNNNNNNNNN gentle breeze NNNNNNNNNNNNNNNNNNNNNNNNNNN gentle breeze NNNNNNNNNNNNNNNNNNNNNNNNNNN gentle breeze NNNNNNNNNNNNNNNNNNNNNNNNNNN gentle breeze NNNNNNNNNNNNNNNNNNNNNNNNNNN gentle breeze NNNNNNNNNNNNNNNNNNNNNNNNNNN gentle breeze NNNNNNNNNNNNNNNNNNNNNNNNNNN gentle breeze NNNNNNNNNNNNNNNNNNNNNNNNNNN: [47, 738, 1195, 742]
texture-row: gentle breeze NNNNNNNNNNNNNNN gentle breeze NNNNNNNNNNNNNNN gentle breeze NNNNNNNNNNNNNNN gentle breeze NNNNNNNNNNNNNNN gentle breeze NNNNNNNNNNNNNNN gentle breeze NNNNNNNNNNNNNNN gentle breeze NNNNNNNNNNNNNNN gentle breeze NNNNNNNNNNNNNNN: [47, 568, 866, 572]
texture-row: gentle breeze NNNNNNNNNNNNNNNNNN gentle breeze NNNNNNNNNNNNNNNNNN gentle breeze NNNNNNNNNNNNNNNNNN gentle breeze NNNNNNNNNNNNNNNNNN gentle breeze NNNNNNNNNNNNNNNNNN gentle breeze NNNNNNNNNNNNNNNNNN gentle breeze NNNNNNNNNNNNNNNNNN gentle breeze NNNNNNNNNNNNNNNNNN: [47, 89, 948, 93]
texture-row: gentle breeze NNNNNNNNNNNNNNNNNNN gentle breeze NNNNNNNNNNNNNNNNNNN gentle breeze NNNNNNNNNNNNNNNNNNN gentle breeze NNNNNNNNNNNNNNNNNNN gentle breeze NNNNNNNNNNNNNNNNNNN gentle breeze NNNNNNNNNNNNNNNNNNN gentle breeze NNNNNNNNNNNNNNNNNNN gentle breeze NNNNNNNNNNNNNNNNNNN: [47, 73, 976, 78]
texture-row: gentle breeze NNNNNNNNNNNNNN gentle breeze NNNNNNNNNNNNNN gentle breeze NNNNNNNNNNNNNN gentle breeze NNNNNNNNNNNNNN gentle breeze NNNNNNNNNNNNNN gentle breeze NNNNNNNNNNNNNN gentle breeze NNNNNNNNNNNNNN gentle breeze NNNNNNNNNNNNNN: [47, 434, 838, 438]
texture-row: gentle breeze NNNNNN gentle breeze NNNNNN gentle breeze NNNNNN gentle breeze NNNNNN gentle breeze NNNNNN gentle breeze NNNNNN gentle breeze NNNNNN gentle breeze NNNNNN: [47, 48, 619, 52]
texture-row: gentle breeze NNNNNNNNNNNNN gentle breeze NNNNNNNNNNNNN gentle breeze NNNNNNNNNNNNN gentle breeze NNNNNNNNNNNNN gentle breeze NNNNNNNNNNNNN gentle breeze NNNNNNNNNNNNN gentle breeze NNNNNNNNNNNNN gentle breeze NNNNNNNNNNNNN: [47, 600, 811, 604]
texture-row: gentle breeze NNNNNNNNNNNNN gentle breeze NNNNNNNNNNNNN gentle breeze NNNNNNNNNNNNN gentle breeze NNNNNNNNNNNNN gentle breeze NNNNNNNNNNNNN gentle breeze NNNNNNNNNNNNN gentle breeze NNNNNNNNNNNNN gentle breeze NNNNNNNNNNNNN: [47, 52, 811, 57]
texture-row: gentle breeze NNNNNNNNNN gentle breeze NNNNNNNNNN gentle breeze NNNNNNNNNN gentle breeze NNNNNNNNNN gentle breeze NNNNNNNNNN gentle breeze NNNNNNNNNN gentle breeze NNNNNNNNNN gentle breeze NNNNNNNNNN: [47, 782, 729, 787]
texture-row: gentle breeze NNNNNNNNNNNNNN gentle breeze NNNNNNNNNNNNNN gentle breeze NNNNNNNNNNNNNN gentle breeze NNNNNNNNNNNNNN gentle breeze NNNNNNNNNNNNNN gentle breeze NNNNNNNNNNNNNN gentle breeze NNNNNNNNNNNNNN gentle breeze NNNNNNNNNNNNNN: [47, 172, 838, 176]
texture-row: gentle breeze NNNNNN gentle breeze NNNNNN gentle breeze NNNNNN gentle breeze NNNNNN gentle breeze NNNNNN gentle breeze NNNNNN gentle breeze NNNNNN gentle breeze NNNNNN: [47, 314, 619, 319]
texture-row: gentle breeze NNNNNNNNNNNNNNNNNNNNNN gentle breeze NNNNNNNNNNNNNNNNNNNNNN gentle breeze NNNNNNNNNNNNNNNNNNNNNN gentle breeze NNNNNNNNNNNNNNNNNNNNNN gentle breeze NNNNNNNNNNNNNNNNNNNNNN gentle breeze NNNNNNNNNNNNNNNNNNNNNN gentle breeze NNNNNNNNNNNNNNNNNNNNNN gentle breeze NNNNNNNNNNNNNNNNNNNNNN: [47, 162, 1058, 166]
